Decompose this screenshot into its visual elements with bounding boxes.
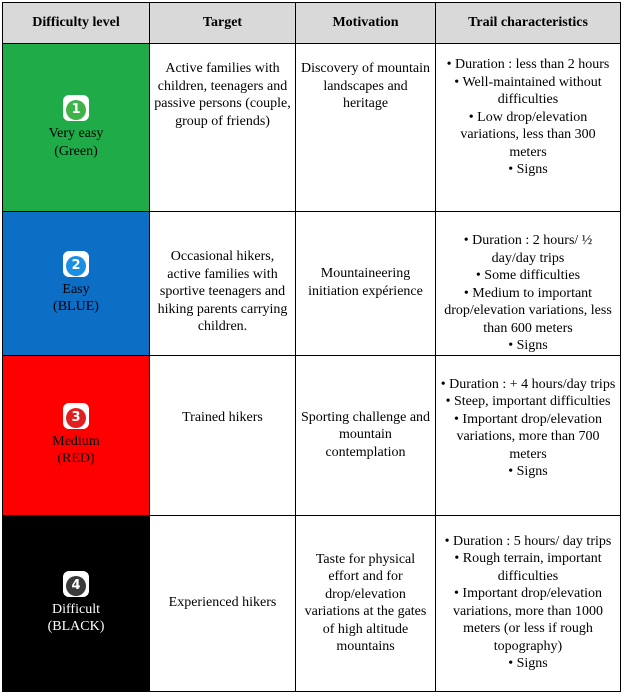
level-cell — [3, 355, 150, 515]
level-badge-icon — [63, 95, 89, 121]
header-motivation: Motivation — [296, 3, 436, 44]
level-color-name: (Green) — [54, 143, 98, 159]
characteristics-cell — [436, 212, 621, 356]
characteristic-item: • Signs — [508, 656, 548, 671]
level-name: Difficult — [52, 601, 100, 617]
level-color-name: (RED) — [57, 451, 95, 466]
characteristic-item: • Important drop/elevation variations, more than 700 meters — [454, 411, 602, 462]
header-target: Target — [150, 3, 296, 44]
table-row — [3, 212, 621, 356]
characteristic-item: • Important drop/elevation variations, more than 1000 meters (or less if rough topography) — [452, 586, 604, 654]
level-badge-icon — [63, 251, 89, 277]
table-row — [3, 44, 621, 212]
characteristic-item: • Medium to important drop/elevation variations, less than 600 meters — [444, 285, 612, 336]
level-name: Medium — [52, 433, 100, 449]
motivation-cell: Sporting challenge and mountain contemplation — [296, 355, 436, 515]
level-number: 3 — [66, 408, 86, 428]
characteristics-cell — [436, 44, 621, 212]
level-name: Very easy — [48, 126, 104, 141]
characteristic-item: • Duration : 5 hours/ day trips — [444, 533, 612, 549]
characteristic-item: • Well-maintained without difficulties — [454, 74, 602, 107]
motivation-cell: Taste for physical effort and for drop/elevation variations at the gates of high altitude mountains — [296, 515, 436, 691]
motivation-cell: Discovery of mountain landscapes and heritage — [296, 44, 436, 212]
characteristic-item: • Low drop/elevation variations, less than 300 meters — [460, 109, 596, 160]
level-number: 1 — [66, 100, 86, 120]
table-row — [3, 515, 621, 691]
header-difficulty-level: Difficulty level — [3, 3, 150, 44]
characteristic-item: • Rough terrain, important difficulties — [454, 551, 602, 584]
characteristic-item: • Duration : 2 hours/ ½ day/day trips — [463, 233, 593, 266]
characteristic-item: • Steep, important difficulties — [445, 394, 611, 409]
level-badge-icon — [63, 571, 89, 597]
level-name: Easy — [62, 281, 90, 297]
characteristic-item: • Some difficulties — [475, 268, 581, 283]
target-cell: Trained hikers — [150, 355, 296, 515]
motivation-cell: Mountaineering initiation expérience — [296, 212, 436, 356]
header-trail-characteristics: Trail characteristics — [436, 3, 621, 44]
characteristic-item: • Duration : + 4 hours/day trips — [440, 376, 616, 392]
level-cell — [3, 212, 150, 356]
level-color-name: (BLACK) — [47, 619, 105, 634]
level-color-name: (BLUE) — [53, 299, 99, 315]
target-cell: Active families with children, teenagers and passive persons (couple, group of friends) — [150, 44, 296, 212]
characteristics-cell — [436, 515, 621, 691]
characteristic-item: • Signs — [508, 464, 548, 479]
target-cell: Experienced hikers — [150, 515, 296, 691]
level-number: 2 — [66, 256, 86, 276]
characteristic-item: • Signs — [508, 162, 548, 177]
target-cell: Occasional hikers, active families with sportive teenagers and hiking parents carrying children. — [150, 212, 296, 356]
table-row — [3, 355, 621, 515]
header-row — [3, 3, 621, 44]
characteristics-cell — [436, 355, 621, 515]
level-badge-icon — [63, 403, 89, 429]
level-cell — [3, 515, 150, 691]
characteristic-item: • Duration : less than 2 hours — [446, 57, 610, 72]
level-number: 4 — [66, 576, 86, 596]
characteristic-item: • Signs — [508, 338, 548, 353]
difficulty-table — [2, 2, 621, 692]
level-cell — [3, 44, 150, 212]
